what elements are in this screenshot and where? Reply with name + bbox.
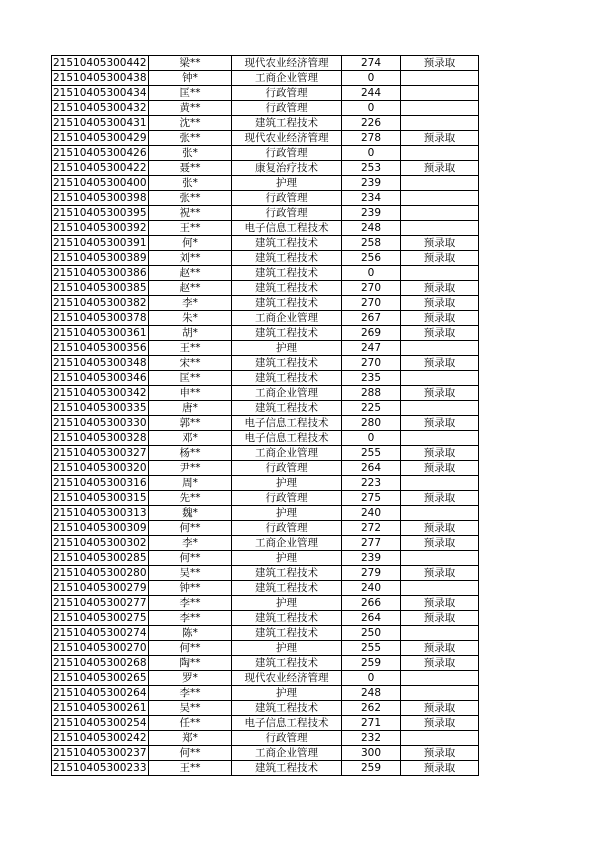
candidate-id-cell: 21510405300442 (53, 57, 147, 69)
score-cell: 0 (342, 431, 401, 446)
candidate-id-cell: 21510405300378 (53, 312, 147, 324)
score-cell: 264 (342, 611, 401, 626)
candidate-name-cell: 祝** (149, 206, 232, 221)
status-cell (401, 146, 479, 161)
candidate-name-cell: 吴** (149, 701, 232, 716)
candidate-id-cell: 21510405300270 (53, 642, 147, 654)
major-cell: 行政管理 (232, 191, 342, 206)
candidate-name-cell: 何* (149, 236, 232, 251)
candidate-name-cell: 李** (149, 611, 232, 626)
major-cell: 行政管理 (232, 491, 342, 506)
major-cell: 康复治疗技术 (232, 161, 342, 176)
status-cell: 预录取 (401, 386, 479, 401)
status-cell: 预录取 (401, 656, 479, 671)
score-cell: 0 (342, 71, 401, 86)
major-cell: 电子信息工程技术 (232, 716, 342, 731)
table-row (52, 596, 479, 611)
score-cell: 253 (342, 161, 401, 176)
candidate-name-cell: 李* (149, 536, 232, 551)
candidate-id-cell: 21510405300328 (53, 432, 147, 444)
table-row (52, 56, 479, 71)
candidate-id-cell: 21510405300432 (53, 102, 147, 114)
major-cell: 行政管理 (232, 521, 342, 536)
status-cell: 预录取 (401, 536, 479, 551)
major-cell: 建筑工程技术 (232, 251, 342, 266)
status-cell (401, 341, 479, 356)
candidate-name-cell: 先** (149, 491, 232, 506)
candidate-id-cell: 21510405300382 (53, 297, 147, 309)
status-cell (401, 551, 479, 566)
candidate-name-cell: 唐* (149, 401, 232, 416)
major-cell: 建筑工程技术 (232, 326, 342, 341)
score-cell: 255 (342, 641, 401, 656)
table-row (52, 536, 479, 551)
candidate-id-cell: 21510405300285 (53, 552, 147, 564)
status-cell: 预录取 (401, 356, 479, 371)
score-cell: 0 (342, 101, 401, 116)
candidate-id-cell: 21510405300391 (53, 237, 147, 249)
score-cell: 240 (342, 506, 401, 521)
table-row (52, 506, 479, 521)
major-cell: 建筑工程技术 (232, 266, 342, 281)
score-cell: 267 (342, 311, 401, 326)
major-cell: 行政管理 (232, 461, 342, 476)
candidate-name-cell: 梁** (149, 56, 232, 71)
score-cell: 278 (342, 131, 401, 146)
status-cell: 预录取 (401, 161, 479, 176)
candidate-name-cell: 李** (149, 596, 232, 611)
major-cell: 建筑工程技术 (232, 701, 342, 716)
table-row (52, 446, 479, 461)
table-row (52, 761, 479, 776)
candidate-name-cell: 杨** (149, 446, 232, 461)
status-cell (401, 626, 479, 641)
major-cell: 工商企业管理 (232, 71, 342, 86)
score-cell: 0 (342, 146, 401, 161)
candidate-id-cell: 21510405300264 (53, 687, 147, 699)
candidate-id-cell: 21510405300280 (53, 567, 147, 579)
major-cell: 工商企业管理 (232, 311, 342, 326)
status-cell: 预录取 (401, 461, 479, 476)
status-cell (401, 731, 479, 746)
status-cell: 预录取 (401, 416, 479, 431)
candidate-id-cell: 21510405300313 (53, 507, 147, 519)
table-row (52, 371, 479, 386)
table-row (52, 611, 479, 626)
score-cell: 279 (342, 566, 401, 581)
major-cell: 建筑工程技术 (232, 281, 342, 296)
score-cell: 250 (342, 626, 401, 641)
candidate-name-cell: 周* (149, 476, 232, 491)
candidate-name-cell: 郭** (149, 416, 232, 431)
status-cell (401, 581, 479, 596)
candidate-name-cell: 申** (149, 386, 232, 401)
score-cell: 274 (342, 56, 401, 71)
major-cell: 护理 (232, 506, 342, 521)
table-row (52, 341, 479, 356)
score-cell: 259 (342, 761, 401, 776)
candidate-name-cell: 魏* (149, 506, 232, 521)
candidate-id-cell: 21510405300395 (53, 207, 147, 219)
table-row (52, 416, 479, 431)
score-cell: 247 (342, 341, 401, 356)
major-cell: 电子信息工程技术 (232, 431, 342, 446)
candidate-id-cell: 21510405300275 (53, 612, 147, 624)
table-row (52, 581, 479, 596)
candidate-name-cell: 张* (149, 176, 232, 191)
status-cell (401, 221, 479, 236)
score-cell: 275 (342, 491, 401, 506)
admission-table-body (52, 56, 479, 776)
score-cell: 271 (342, 716, 401, 731)
major-cell: 行政管理 (232, 146, 342, 161)
candidate-name-cell: 朱* (149, 311, 232, 326)
candidate-id-cell: 21510405300438 (53, 72, 147, 84)
score-cell: 270 (342, 281, 401, 296)
table-row (52, 686, 479, 701)
major-cell: 现代农业经济管理 (232, 56, 342, 71)
table-row (52, 491, 479, 506)
table-row (52, 116, 479, 131)
score-cell: 0 (342, 266, 401, 281)
score-cell: 225 (342, 401, 401, 416)
candidate-id-cell: 21510405300268 (53, 657, 147, 669)
candidate-name-cell: 郑* (149, 731, 232, 746)
status-cell: 预录取 (401, 326, 479, 341)
major-cell: 护理 (232, 551, 342, 566)
score-cell: 259 (342, 656, 401, 671)
table-row (52, 206, 479, 221)
score-cell: 262 (342, 701, 401, 716)
table-row (52, 86, 479, 101)
score-cell: 0 (342, 671, 401, 686)
major-cell: 护理 (232, 596, 342, 611)
status-cell (401, 71, 479, 86)
table-row (52, 266, 479, 281)
table-row (52, 701, 479, 716)
status-cell (401, 476, 479, 491)
score-cell: 266 (342, 596, 401, 611)
table-row (52, 326, 479, 341)
score-cell: 256 (342, 251, 401, 266)
status-cell: 预录取 (401, 446, 479, 461)
score-cell: 234 (342, 191, 401, 206)
candidate-id-cell: 21510405300233 (53, 762, 147, 774)
candidate-id-cell: 21510405300316 (53, 477, 147, 489)
table-row (52, 161, 479, 176)
candidate-id-cell: 21510405300254 (53, 717, 147, 729)
score-cell: 248 (342, 686, 401, 701)
major-cell: 建筑工程技术 (232, 236, 342, 251)
candidate-name-cell: 胡* (149, 326, 232, 341)
status-cell: 预录取 (401, 701, 479, 716)
major-cell: 建筑工程技术 (232, 626, 342, 641)
table-row (52, 626, 479, 641)
candidate-id-cell: 21510405300361 (53, 327, 147, 339)
major-cell: 建筑工程技术 (232, 611, 342, 626)
candidate-name-cell: 吴** (149, 566, 232, 581)
score-cell: 264 (342, 461, 401, 476)
major-cell: 现代农业经济管理 (232, 671, 342, 686)
candidate-id-cell: 21510405300327 (53, 447, 147, 459)
candidate-name-cell: 李** (149, 686, 232, 701)
table-row (52, 671, 479, 686)
status-cell (401, 86, 479, 101)
score-cell: 300 (342, 746, 401, 761)
status-cell: 预录取 (401, 521, 479, 536)
major-cell: 行政管理 (232, 731, 342, 746)
table-row (52, 311, 479, 326)
table-row (52, 296, 479, 311)
candidate-id-cell: 21510405300400 (53, 177, 147, 189)
candidate-id-cell: 21510405300356 (53, 342, 147, 354)
status-cell: 预录取 (401, 296, 479, 311)
candidate-name-cell: 何** (149, 746, 232, 761)
candidate-name-cell: 尹** (149, 461, 232, 476)
status-cell: 预录取 (401, 611, 479, 626)
score-cell: 270 (342, 296, 401, 311)
score-cell: 280 (342, 416, 401, 431)
major-cell: 行政管理 (232, 206, 342, 221)
status-cell (401, 101, 479, 116)
table-row (52, 101, 479, 116)
table-row (52, 656, 479, 671)
major-cell: 建筑工程技术 (232, 116, 342, 131)
candidate-id-cell: 21510405300386 (53, 267, 147, 279)
candidate-name-cell: 李* (149, 296, 232, 311)
major-cell: 工商企业管理 (232, 446, 342, 461)
table-row (52, 641, 479, 656)
score-cell: 277 (342, 536, 401, 551)
score-cell: 248 (342, 221, 401, 236)
score-cell: 232 (342, 731, 401, 746)
major-cell: 工商企业管理 (232, 746, 342, 761)
major-cell: 建筑工程技术 (232, 581, 342, 596)
table-row (52, 176, 479, 191)
candidate-id-cell: 21510405300431 (53, 117, 147, 129)
candidate-id-cell: 21510405300265 (53, 672, 147, 684)
candidate-name-cell: 赵** (149, 281, 232, 296)
table-row (52, 251, 479, 266)
major-cell: 工商企业管理 (232, 386, 342, 401)
candidate-name-cell: 聂** (149, 161, 232, 176)
major-cell: 建筑工程技术 (232, 296, 342, 311)
score-cell: 226 (342, 116, 401, 131)
candidate-id-cell: 21510405300426 (53, 147, 147, 159)
status-cell: 预录取 (401, 131, 479, 146)
status-cell: 预录取 (401, 236, 479, 251)
status-cell (401, 116, 479, 131)
status-cell (401, 266, 479, 281)
major-cell: 工商企业管理 (232, 536, 342, 551)
candidate-id-cell: 21510405300385 (53, 282, 147, 294)
status-cell: 预录取 (401, 566, 479, 581)
table-row (52, 71, 479, 86)
score-cell: 244 (342, 86, 401, 101)
table-row (52, 716, 479, 731)
table-row (52, 191, 479, 206)
candidate-name-cell: 钟* (149, 71, 232, 86)
candidate-id-cell: 21510405300342 (53, 387, 147, 399)
candidate-id-cell: 21510405300348 (53, 357, 147, 369)
major-cell: 护理 (232, 641, 342, 656)
status-cell (401, 686, 479, 701)
candidate-id-cell: 21510405300335 (53, 402, 147, 414)
candidate-id-cell: 21510405300315 (53, 492, 147, 504)
score-cell: 223 (342, 476, 401, 491)
table-row (52, 131, 479, 146)
status-cell (401, 431, 479, 446)
table-row (52, 746, 479, 761)
status-cell: 预录取 (401, 56, 479, 71)
candidate-name-cell: 张** (149, 191, 232, 206)
major-cell: 护理 (232, 476, 342, 491)
candidate-id-cell: 21510405300261 (53, 702, 147, 714)
candidate-id-cell: 21510405300302 (53, 537, 147, 549)
candidate-name-cell: 钟** (149, 581, 232, 596)
score-cell: 240 (342, 581, 401, 596)
status-cell: 预录取 (401, 311, 479, 326)
candidate-id-cell: 21510405300429 (53, 132, 147, 144)
candidate-name-cell: 张** (149, 131, 232, 146)
score-cell: 288 (342, 386, 401, 401)
candidate-id-cell: 21510405300309 (53, 522, 147, 534)
status-cell: 预录取 (401, 491, 479, 506)
major-cell: 建筑工程技术 (232, 371, 342, 386)
candidate-id-cell: 21510405300277 (53, 597, 147, 609)
status-cell: 预录取 (401, 716, 479, 731)
score-cell: 239 (342, 206, 401, 221)
score-cell: 258 (342, 236, 401, 251)
table-row (52, 281, 479, 296)
table-row (52, 566, 479, 581)
score-cell: 255 (342, 446, 401, 461)
table-row (52, 221, 479, 236)
table-row (52, 356, 479, 371)
score-cell: 272 (342, 521, 401, 536)
score-cell: 239 (342, 176, 401, 191)
major-cell: 建筑工程技术 (232, 761, 342, 776)
candidate-name-cell: 王** (149, 761, 232, 776)
candidate-name-cell: 王** (149, 341, 232, 356)
status-cell: 预录取 (401, 746, 479, 761)
candidate-id-cell: 21510405300237 (53, 747, 147, 759)
candidate-name-cell: 何** (149, 641, 232, 656)
table-row (52, 476, 479, 491)
status-cell: 预录取 (401, 251, 479, 266)
status-cell: 预录取 (401, 596, 479, 611)
major-cell: 建筑工程技术 (232, 656, 342, 671)
major-cell: 护理 (232, 341, 342, 356)
status-cell (401, 206, 479, 221)
candidate-name-cell: 任** (149, 716, 232, 731)
major-cell: 行政管理 (232, 86, 342, 101)
candidate-name-cell: 匡** (149, 371, 232, 386)
candidate-id-cell: 21510405300274 (53, 627, 147, 639)
candidate-id-cell: 21510405300392 (53, 222, 147, 234)
candidate-name-cell: 沈** (149, 116, 232, 131)
candidate-name-cell: 刘** (149, 251, 232, 266)
candidate-id-cell: 21510405300389 (53, 252, 147, 264)
candidate-id-cell: 21510405300242 (53, 732, 147, 744)
table-row (52, 146, 479, 161)
candidate-name-cell: 王** (149, 221, 232, 236)
candidate-name-cell: 何** (149, 551, 232, 566)
status-cell: 预录取 (401, 281, 479, 296)
major-cell: 行政管理 (232, 101, 342, 116)
status-cell: 预录取 (401, 761, 479, 776)
candidate-name-cell: 陈* (149, 626, 232, 641)
score-cell: 235 (342, 371, 401, 386)
candidate-id-cell: 21510405300422 (53, 162, 147, 174)
candidate-id-cell: 21510405300279 (53, 582, 147, 594)
status-cell: 预录取 (401, 641, 479, 656)
table-row (52, 731, 479, 746)
score-cell: 269 (342, 326, 401, 341)
candidate-name-cell: 赵** (149, 266, 232, 281)
table-row (52, 461, 479, 476)
status-cell (401, 671, 479, 686)
status-cell (401, 371, 479, 386)
status-cell (401, 176, 479, 191)
table-row (52, 386, 479, 401)
table-row (52, 521, 479, 536)
candidate-id-cell: 21510405300434 (53, 87, 147, 99)
candidate-name-cell: 张* (149, 146, 232, 161)
candidate-id-cell: 21510405300330 (53, 417, 147, 429)
score-cell: 270 (342, 356, 401, 371)
candidate-id-cell: 21510405300398 (53, 192, 147, 204)
candidate-name-cell: 宋** (149, 356, 232, 371)
candidate-name-cell: 匡** (149, 86, 232, 101)
table-row (52, 551, 479, 566)
candidate-name-cell: 邓* (149, 431, 232, 446)
candidate-name-cell: 罗* (149, 671, 232, 686)
major-cell: 护理 (232, 686, 342, 701)
candidate-id-cell: 21510405300320 (53, 462, 147, 474)
status-cell (401, 401, 479, 416)
admission-table (51, 55, 479, 776)
major-cell: 建筑工程技术 (232, 401, 342, 416)
table-row (52, 401, 479, 416)
table-row (52, 431, 479, 446)
candidate-id-cell: 21510405300346 (53, 372, 147, 384)
candidate-name-cell: 陶** (149, 656, 232, 671)
major-cell: 建筑工程技术 (232, 566, 342, 581)
major-cell: 现代农业经济管理 (232, 131, 342, 146)
table-row (52, 236, 479, 251)
major-cell: 电子信息工程技术 (232, 416, 342, 431)
status-cell (401, 191, 479, 206)
status-cell (401, 506, 479, 521)
major-cell: 建筑工程技术 (232, 356, 342, 371)
candidate-name-cell: 何** (149, 521, 232, 536)
major-cell: 护理 (232, 176, 342, 191)
major-cell: 电子信息工程技术 (232, 221, 342, 236)
score-cell: 239 (342, 551, 401, 566)
candidate-name-cell: 黄** (149, 101, 232, 116)
